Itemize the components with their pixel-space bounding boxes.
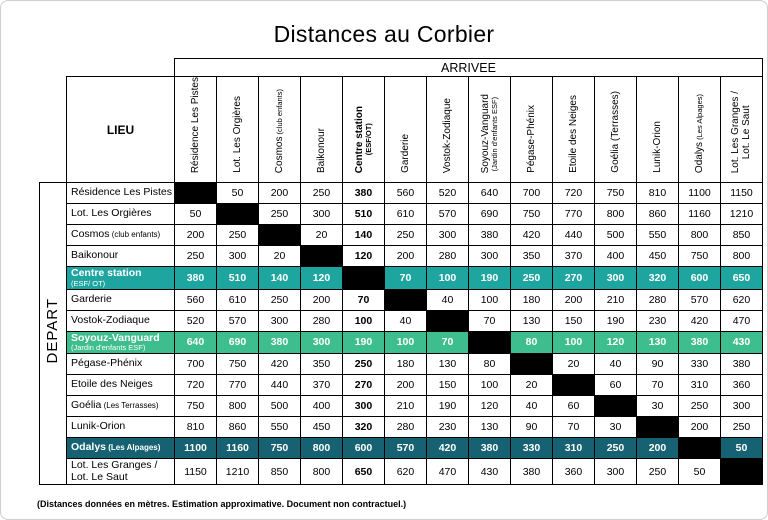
table-row (40, 438, 763, 459)
distance-cell (300, 246, 342, 267)
distance-cell: 200 (636, 438, 678, 459)
distance-cell: 380 (468, 438, 510, 459)
col-header-odalys (678, 77, 720, 183)
distance-cell: 90 (636, 354, 678, 375)
distance-cell: 300 (258, 310, 300, 331)
distance-cell: 800 (300, 438, 342, 459)
distance-cell: 570 (678, 289, 720, 310)
distance-cell: 100 (342, 310, 384, 331)
distance-cell: 510 (342, 204, 384, 225)
distance-cell: 550 (258, 417, 300, 438)
table-row (40, 204, 763, 225)
distance-cell: 200 (384, 375, 426, 396)
footnote: (Distances données en mètres. Estimation approximative. Document non contractuel.) (37, 499, 407, 509)
distance-cell: 640 (174, 331, 216, 354)
distance-cell: 800 (300, 459, 342, 485)
distance-cell: 610 (216, 289, 258, 310)
rotated-label: Garderie (399, 134, 411, 174)
distance-cell: 470 (720, 310, 762, 331)
distance-cell: 100 (426, 267, 468, 290)
distance-cell: 750 (510, 204, 552, 225)
distance-cell: 300 (594, 459, 636, 485)
distance-cell: 40 (426, 289, 468, 310)
distance-cell: 1160 (678, 204, 720, 225)
row-label-goelia: Goélia (Les Terrasses) (67, 396, 175, 417)
distance-cell: 20 (552, 354, 594, 375)
row-label-lot-les-orgieres: Lot. Les Orgières (67, 204, 175, 225)
col-header-baikonour (300, 77, 342, 183)
distance-cell: 270 (552, 267, 594, 290)
distance-cell: 100 (384, 331, 426, 354)
corner-spacer (40, 59, 175, 77)
col-header-cosmos (258, 77, 300, 183)
distance-cell: 190 (594, 310, 636, 331)
depart-header: DEPART (40, 183, 67, 485)
distance-cell: 70 (342, 289, 384, 310)
distance-cell: 520 (426, 183, 468, 204)
distance-cell: 250 (300, 183, 342, 204)
distance-cell: 850 (258, 459, 300, 485)
distance-cell: 270 (342, 375, 384, 396)
distance-cell: 600 (342, 438, 384, 459)
distance-cell: 300 (300, 331, 342, 354)
distance-cell: 210 (384, 396, 426, 417)
col-header-soyouz-vanguard (468, 77, 510, 183)
distance-cell: 50 (678, 459, 720, 485)
row-label-lunik-orion: Lunik-Orion (67, 417, 175, 438)
distance-cell: 190 (342, 331, 384, 354)
rotated-label: Pégase-Phénix (525, 105, 537, 174)
distance-cell: 230 (636, 310, 678, 331)
distance-cell: 860 (636, 204, 678, 225)
distance-cell (174, 183, 216, 204)
distance-cell: 690 (468, 204, 510, 225)
table-row (40, 310, 763, 331)
distance-cell: 400 (594, 246, 636, 267)
row-label-soyouz-vanguard: Soyouz-Vanguard (Jardin d'enfants ESF) (67, 331, 175, 354)
distance-cell: 310 (678, 375, 720, 396)
distance-cell: 420 (510, 225, 552, 246)
distance-cell: 70 (384, 267, 426, 290)
rotated-label: Soyouz-Vanguard (Jardin d'enfants ESF) (479, 93, 499, 174)
distance-cell: 300 (426, 225, 468, 246)
distance-cell: 100 (552, 331, 594, 354)
distance-cell: 40 (510, 396, 552, 417)
distance-cell: 380 (342, 183, 384, 204)
lieu-header: LIEU (67, 77, 175, 183)
page-title: Distances au Corbier (273, 21, 495, 47)
distance-cell: 200 (174, 225, 216, 246)
table-row (40, 417, 763, 438)
col-header-residence-les-pistes (174, 77, 216, 183)
distance-cell (468, 331, 510, 354)
distance-cell: 250 (384, 225, 426, 246)
distance-cell: 280 (300, 310, 342, 331)
distance-cell: 200 (300, 289, 342, 310)
distance-cell: 380 (510, 459, 552, 485)
row-label-vostok-zodiaque: Vostok-Zodiaque (67, 310, 175, 331)
distance-cell: 420 (426, 438, 468, 459)
distance-cell: 250 (216, 225, 258, 246)
distance-cell: 250 (342, 354, 384, 375)
distance-cell: 210 (594, 289, 636, 310)
distance-cell: 120 (342, 246, 384, 267)
row-label-centre-station: Centre station (ESF/ OT) (67, 267, 175, 290)
column-header-row (40, 77, 763, 183)
distance-cell (342, 267, 384, 290)
distance-cell (678, 438, 720, 459)
table-row (40, 375, 763, 396)
table-row (40, 183, 763, 204)
distance-cell: 650 (720, 267, 762, 290)
corner-spacer (40, 77, 67, 183)
distance-cell: 1150 (720, 183, 762, 204)
distance-cell: 300 (468, 246, 510, 267)
distance-cell: 50 (216, 183, 258, 204)
distance-cell: 1210 (216, 459, 258, 485)
distance-cell: 350 (510, 246, 552, 267)
distance-cell: 70 (468, 310, 510, 331)
distance-cell: 430 (720, 331, 762, 354)
distance-cell (510, 354, 552, 375)
distance-cell: 250 (510, 267, 552, 290)
distance-cell: 800 (594, 204, 636, 225)
distance-cell: 450 (636, 246, 678, 267)
distance-cell: 70 (552, 417, 594, 438)
distance-cell: 120 (594, 331, 636, 354)
distance-cell: 180 (384, 354, 426, 375)
distance-cell: 600 (678, 267, 720, 290)
distance-cell: 800 (720, 246, 762, 267)
rotated-label: Cosmos (club enfants) (273, 88, 285, 174)
distance-cell: 400 (300, 396, 342, 417)
distance-cell: 300 (216, 246, 258, 267)
table-row (40, 267, 763, 290)
table-row (40, 246, 763, 267)
col-header-lunik-orion (636, 77, 678, 183)
distance-cell: 280 (636, 289, 678, 310)
distance-cell: 770 (216, 375, 258, 396)
row-label-baikonour: Baikonour (67, 246, 175, 267)
row-label-etoile-des-neiges: Etoile des Neiges (67, 375, 175, 396)
distance-cell: 720 (174, 375, 216, 396)
distance-cell: 620 (384, 459, 426, 485)
distance-cell: 380 (174, 267, 216, 290)
distance-cell: 300 (300, 204, 342, 225)
distance-cell: 280 (384, 417, 426, 438)
distance-cell (636, 417, 678, 438)
col-header-etoile-des-neiges (552, 77, 594, 183)
distance-cell: 60 (594, 375, 636, 396)
distance-cell: 420 (678, 310, 720, 331)
distance-cell: 690 (216, 331, 258, 354)
distance-cell: 1160 (216, 438, 258, 459)
distance-cell: 250 (678, 396, 720, 417)
distance-cell: 570 (384, 438, 426, 459)
rotated-label: Goélia (Terrasses) (609, 91, 621, 174)
distance-cell: 300 (720, 396, 762, 417)
distance-cell: 320 (342, 417, 384, 438)
distance-cell: 190 (468, 267, 510, 290)
distance-cell: 200 (258, 183, 300, 204)
row-label-lot-les-granges: Lot. Les Granges / Lot. Le Saut (67, 459, 175, 485)
row-label-garderie: Garderie (67, 289, 175, 310)
distance-cell: 810 (636, 183, 678, 204)
distance-cell: 380 (258, 331, 300, 354)
distance-cell: 120 (300, 267, 342, 290)
rotated-label: Résidence Les Pistes (189, 77, 201, 174)
distance-cell: 510 (216, 267, 258, 290)
distance-cell: 640 (468, 183, 510, 204)
distance-cell: 70 (426, 331, 468, 354)
distance-cell (552, 375, 594, 396)
distance-cell: 330 (510, 438, 552, 459)
distance-cell: 140 (258, 267, 300, 290)
table-row (40, 396, 763, 417)
distance-cell: 1100 (678, 183, 720, 204)
distance-cell: 80 (510, 331, 552, 354)
distance-cell: 40 (594, 354, 636, 375)
col-header-vostok-zodiaque (426, 77, 468, 183)
distance-cell: 560 (384, 183, 426, 204)
col-header-goelia (594, 77, 636, 183)
distance-cell: 620 (720, 289, 762, 310)
distance-cell (720, 459, 762, 485)
distance-cell: 50 (174, 204, 216, 225)
distance-cell: 360 (552, 459, 594, 485)
distance-cell: 370 (552, 246, 594, 267)
distance-cell: 500 (594, 225, 636, 246)
distance-cell: 130 (636, 331, 678, 354)
distance-cell: 750 (594, 183, 636, 204)
distance-cell: 440 (552, 225, 594, 246)
distance-cell: 320 (636, 267, 678, 290)
distance-cell (594, 396, 636, 417)
distance-cell: 700 (174, 354, 216, 375)
distance-cell (258, 225, 300, 246)
row-label-odalys: Odalys (Les Alpages) (67, 438, 175, 459)
distance-cell: 440 (258, 375, 300, 396)
distance-cell: 370 (300, 375, 342, 396)
rotated-label: Vostok-Zodiaque (441, 98, 453, 174)
rotated-label: Centre station (ESF/OT) (353, 105, 373, 174)
distance-cell: 750 (258, 438, 300, 459)
row-label-cosmos: Cosmos (club enfants) (67, 225, 175, 246)
distance-cell: 230 (426, 417, 468, 438)
distance-cell: 550 (636, 225, 678, 246)
distance-cell: 1150 (174, 459, 216, 485)
distance-cell: 250 (720, 417, 762, 438)
distance-cell: 360 (720, 375, 762, 396)
distance-cell: 200 (384, 246, 426, 267)
table-row (40, 331, 763, 354)
distance-cell: 720 (552, 183, 594, 204)
distance-cell: 70 (636, 375, 678, 396)
distance-cell: 500 (258, 396, 300, 417)
distance-cell: 450 (300, 417, 342, 438)
distance-cell: 250 (258, 204, 300, 225)
distance-cell: 570 (216, 310, 258, 331)
distance-cell: 30 (636, 396, 678, 417)
distance-table (39, 58, 763, 485)
distance-cell (216, 204, 258, 225)
distance-cell: 130 (426, 354, 468, 375)
table-row (40, 289, 763, 310)
distance-cell: 40 (384, 310, 426, 331)
table-row (40, 354, 763, 375)
distance-cell: 20 (258, 246, 300, 267)
distance-cell: 60 (552, 396, 594, 417)
distance-cell (384, 289, 426, 310)
distance-cell: 200 (552, 289, 594, 310)
distance-cell: 250 (258, 289, 300, 310)
row-label-residence-les-pistes: Résidence Les Pistes (67, 183, 175, 204)
distance-cell: 300 (594, 267, 636, 290)
distance-cell: 300 (342, 396, 384, 417)
distance-cell: 50 (720, 438, 762, 459)
distance-cell: 860 (216, 417, 258, 438)
distance-cell: 250 (174, 246, 216, 267)
rotated-label: Odalys (Les Alpages) (693, 94, 705, 174)
col-header-centre-station (342, 77, 384, 183)
arrivee-header: ARRIVEE (174, 59, 762, 77)
distance-cell: 100 (468, 289, 510, 310)
distance-cell: 250 (636, 459, 678, 485)
distance-cell: 90 (510, 417, 552, 438)
distance-cell: 560 (174, 289, 216, 310)
col-header-lot-les-granges (720, 77, 762, 183)
distance-cell: 750 (174, 396, 216, 417)
distance-cell: 570 (426, 204, 468, 225)
table-row (40, 225, 763, 246)
distance-cell: 810 (174, 417, 216, 438)
distance-cell: 1210 (720, 204, 762, 225)
distance-cell: 700 (510, 183, 552, 204)
distance-cell: 130 (510, 310, 552, 331)
distance-cell: 430 (468, 459, 510, 485)
distance-cell: 1100 (174, 438, 216, 459)
distance-cell: 800 (678, 225, 720, 246)
arrivee-row (40, 59, 763, 77)
distance-cell: 30 (594, 417, 636, 438)
distance-cell: 800 (216, 396, 258, 417)
distance-cell (426, 310, 468, 331)
rotated-label: Lot. Les Granges / Lot. Le Saut (730, 90, 753, 174)
distance-cell: 190 (426, 396, 468, 417)
distance-cell: 250 (594, 438, 636, 459)
rotated-label: Lunik-Orion (651, 121, 663, 174)
row-label-pegase-phenix: Pégase-Phénix (67, 354, 175, 375)
distance-cell: 750 (216, 354, 258, 375)
distance-cell: 380 (678, 331, 720, 354)
rotated-label: Baikonour (315, 128, 327, 174)
table-row (40, 459, 763, 485)
distance-cell: 200 (678, 417, 720, 438)
distance-cell: 380 (720, 354, 762, 375)
distance-cell: 150 (426, 375, 468, 396)
distance-cell: 20 (510, 375, 552, 396)
col-header-pegase-phenix (510, 77, 552, 183)
distance-cell: 140 (342, 225, 384, 246)
col-header-lot-les-orgieres (216, 77, 258, 183)
distance-cell: 80 (468, 354, 510, 375)
distance-cell: 120 (468, 396, 510, 417)
distance-cell: 770 (552, 204, 594, 225)
distance-cell: 520 (174, 310, 216, 331)
distance-cell: 380 (468, 225, 510, 246)
distance-cell: 100 (468, 375, 510, 396)
distance-cell: 280 (426, 246, 468, 267)
distance-cell: 650 (342, 459, 384, 485)
distance-cell: 750 (678, 246, 720, 267)
rotated-label: Lot. Les Orgières (231, 96, 243, 174)
distance-cell: 150 (552, 310, 594, 331)
distance-cell: 610 (384, 204, 426, 225)
distance-cell: 20 (300, 225, 342, 246)
distance-cell: 850 (720, 225, 762, 246)
distance-cell: 130 (468, 417, 510, 438)
distance-cell: 350 (300, 354, 342, 375)
col-header-garderie (384, 77, 426, 183)
distance-cell: 180 (510, 289, 552, 310)
distance-cell: 330 (678, 354, 720, 375)
distance-cell: 310 (552, 438, 594, 459)
distance-cell: 420 (258, 354, 300, 375)
rotated-label: Etoile des Neiges (567, 95, 579, 174)
distance-cell: 470 (426, 459, 468, 485)
